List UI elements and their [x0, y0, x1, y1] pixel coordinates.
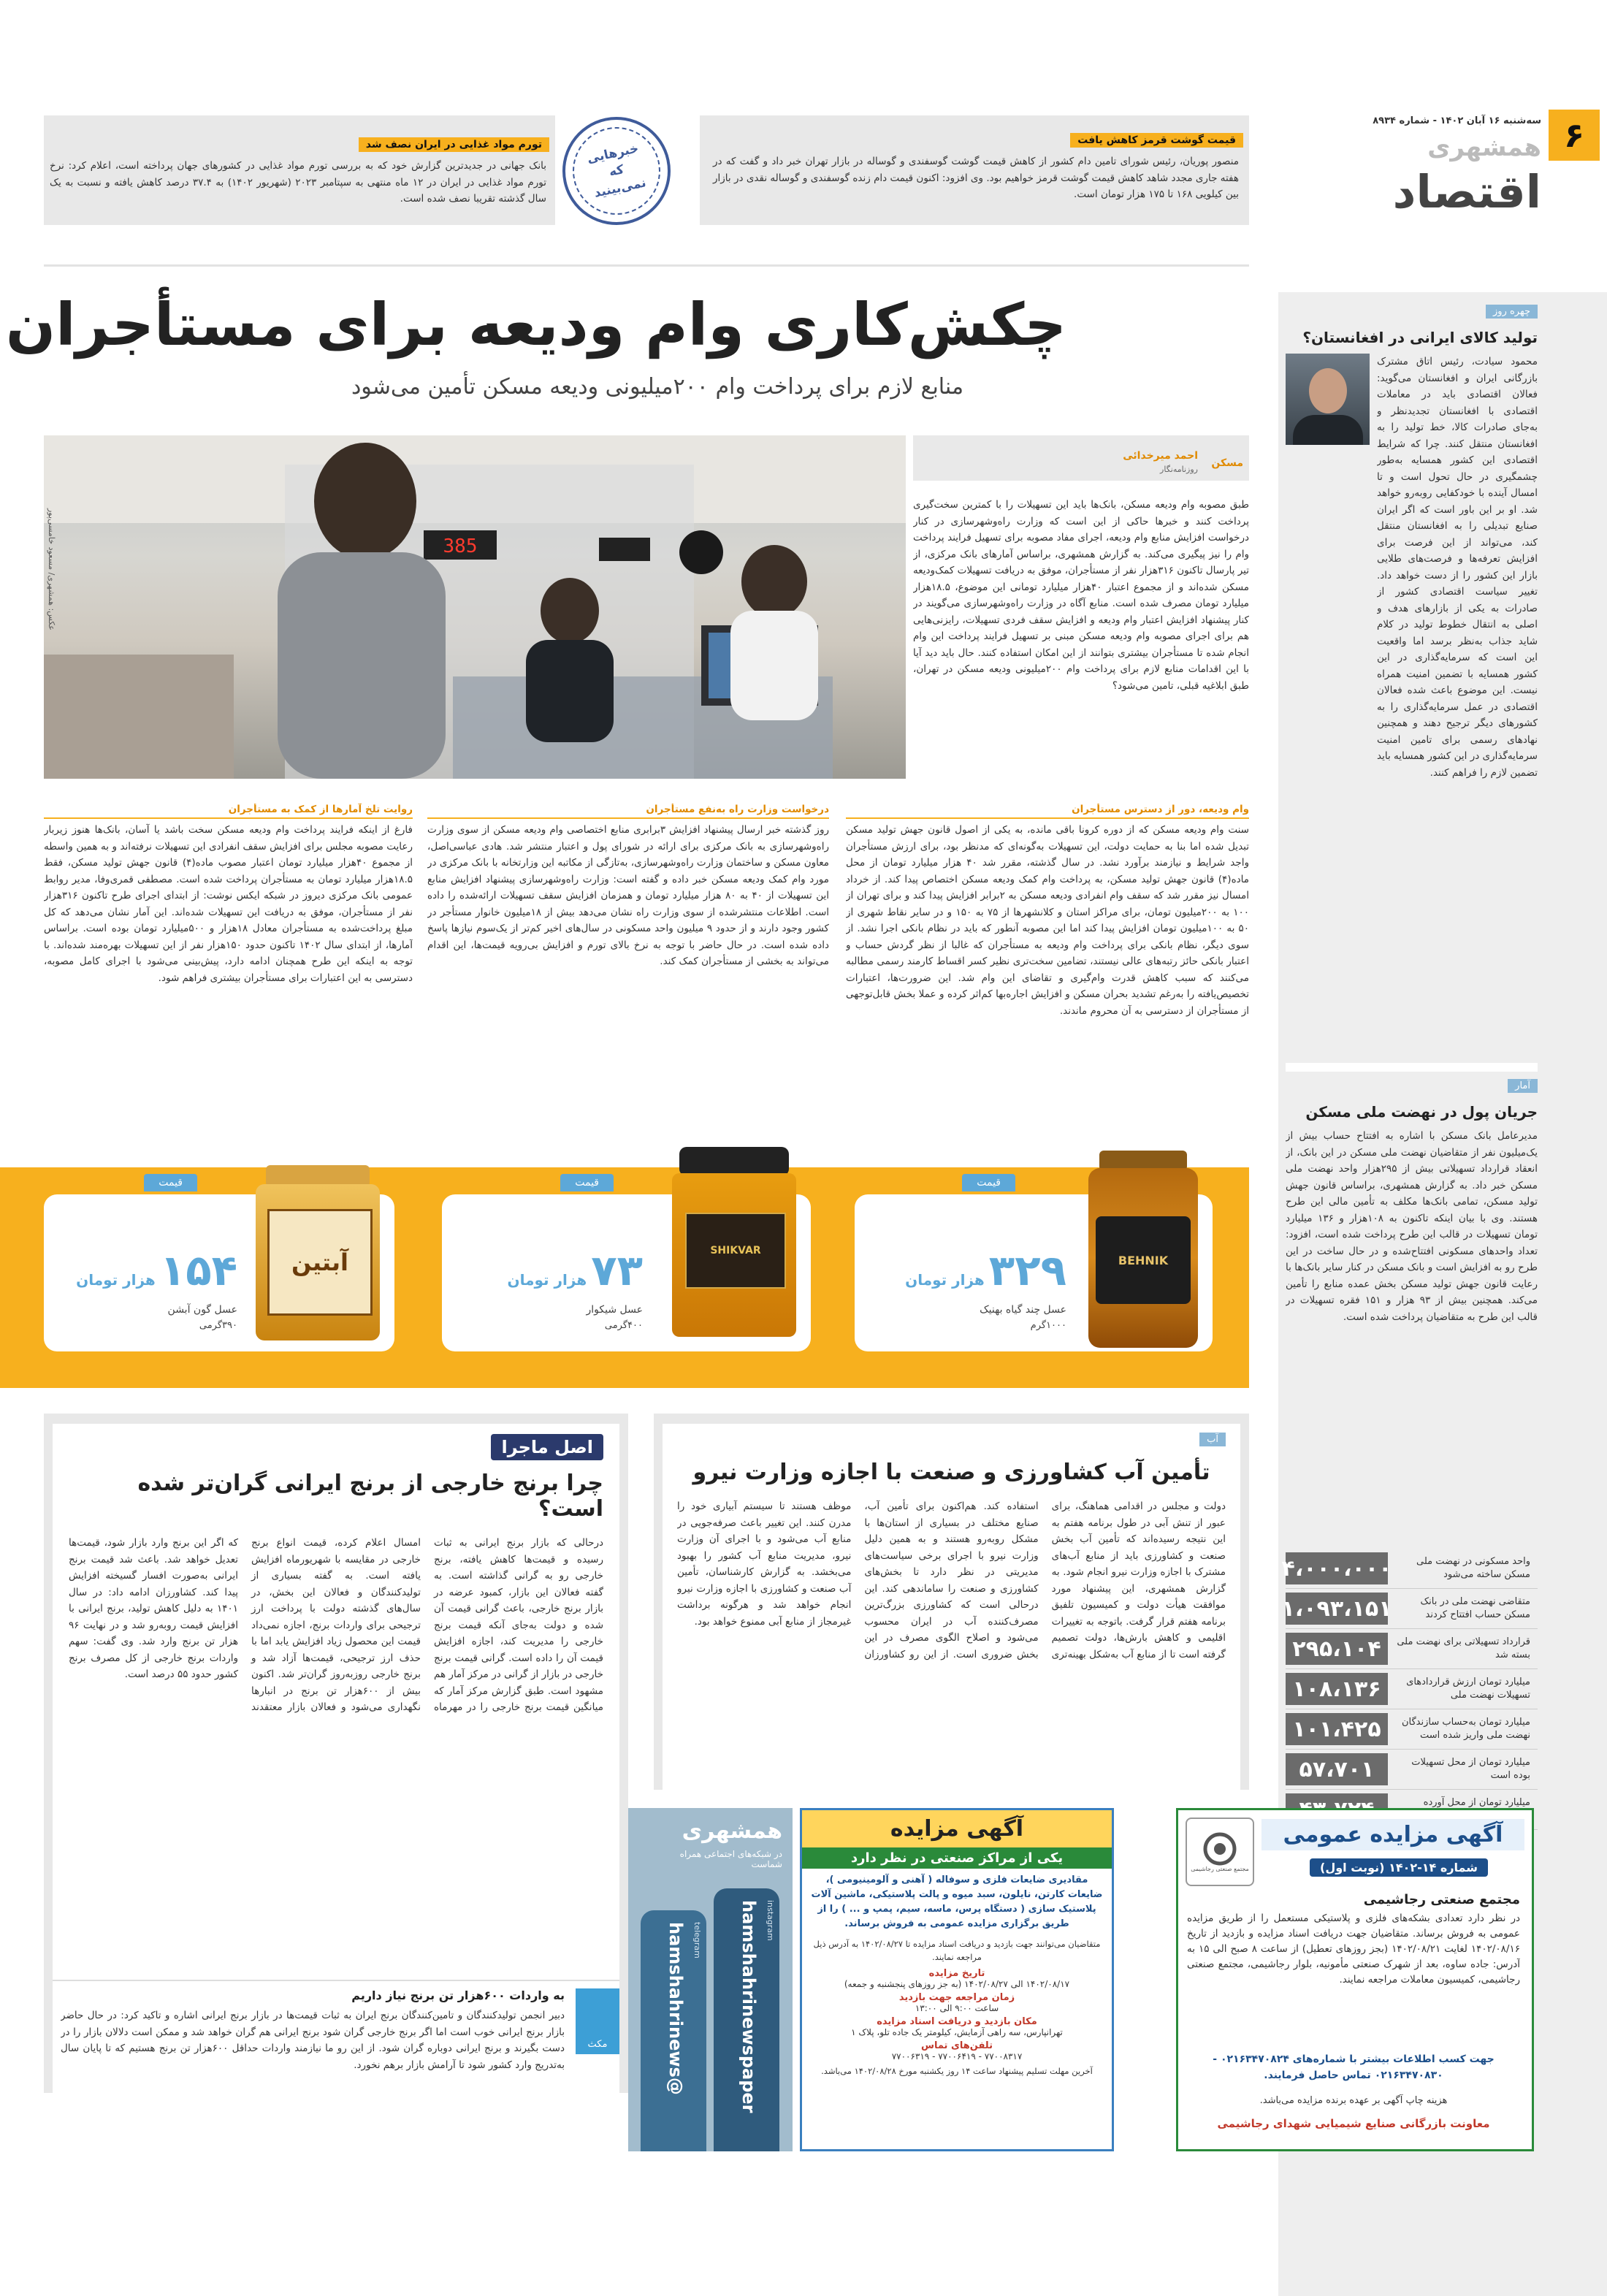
ad-middle-footer: آخرین مهلت تسلیم پیشنهاد ساعت ۱۴ روز یکشنبه مورخ ۱۴۰۲/۰۸/۲۸ می‌باشد. [821, 2066, 1093, 2076]
product-2-price-label: قیمت [560, 1174, 614, 1191]
top-left-news [44, 115, 555, 225]
ad-middle-call: متقاضیان می‌توانند جهت بازدید و دریافت اسناد مزایده تا ۱۴۰۲/۰۸/۲۷ به آدرس ذیل مراجعه نمایند. [813, 1939, 1101, 1962]
product-1-unit: هزار تومان [905, 1271, 985, 1289]
product-2-unit: هزار تومان [507, 1271, 587, 1289]
product-1-weight: ۱۰۰۰گرم [1030, 1320, 1066, 1331]
top-divider [44, 264, 1249, 267]
ad-middle-time: ساعت ۹:۰۰ الی ۱۳:۰۰ [915, 2003, 999, 2013]
main-lead: طبق مصوبه وام ودیعه مسکن، بانک‌ها باید این تسهیلات را با کمترین سخت‌گیری پرداخت کنند و خبرها حاکی از این است که وزارت راه‌وشهرسازی در کنار درخواست افزایش منابع وام ودیعه، اجرای مفاد مصوبه برای تسهیل فرایند پرداخت وام را نیز پیگیری می‌کند. به گزارش همشهری، براساس آمارهای بانک مرکزی، از تیر پارسال تاکنون ۳۱۶هزار نفر از مستأجران، موفق به دریافت تسهیلات کمک‌ودیعه مسکن شده‌اند و از مجموع اعتبار ۴۰هزار میلیارد تومانی این موضوع، ۱۸.۵هزار میلیارد تومان مصرف شده است. منابع آگاه در وزارت راه‌وشهرسازی می‌گویند در کنار پیشنهاد افزایش اعتبار وام ودیعه و افزایش سقف فردی تسهیلات، رایزنی‌هایی هم برای اجرای مصوبه وام ودیعه مسکن مبنی بر تسهیل فرایند پرداخت این وام انجام شده تا مستأجران بیشتری بتوانند از این امکان استفاده کنند. حال باید دید آیا با این اقدامات منابع لازم برای پرداخت وام ۲۰۰میلیونی ودیعه مسکن در تهران، طبق ابلاغیه قبلی، تامین می‌شود؟ [913, 499, 1249, 692]
main-lead-column [913, 435, 1249, 779]
ad-middle-place-label: مکان بازدید و دریافت اسناد مزایده [877, 2016, 1037, 2027]
ad-middle-title: آگهی مزایده [802, 1810, 1112, 1847]
ad-right-contact: جهت کسب اطلاعات بیشتر با شماره‌های ۰۲۱۶۳۴۷۰۸۲۴ - ۰۲۱۶۳۴۷۰۸۳۰ تماس حاصل فرمایند. [1213, 2053, 1495, 2081]
stat-label: واحد مسکونی در نهضت ملی مسکن ساخته می‌شود [1416, 1556, 1530, 1580]
stat-label: متقاضی نهضت ملی در بانک مسکن حساب افتتاح کردند [1420, 1596, 1530, 1620]
rice-badge: اصل ماجرا [491, 1434, 603, 1460]
telegram-label: telegram [692, 1922, 702, 1959]
main-headline: چکش‌کاری وام ودیعه برای مستأجران [5, 291, 1066, 359]
stat-value: ۲۹۵،۱۰۴ [1286, 1633, 1388, 1665]
section-title: اقتصاد [1392, 165, 1541, 218]
product-3-price-label: قیمت [144, 1174, 197, 1191]
face-title: تولید کالای ایرانی در افغانستان؟ [1302, 329, 1538, 346]
stat-list [1281, 1549, 1538, 1830]
ad-middle-body: مقادیری ضایعات فلزی و سوفاله ( آهنی و آلومینیومی )، ضایعات کارتن، نایلون، سبد میوه و پالت پلاستیکی، ماشین آلات پلاستیک سازی ( دستگاه پرس، ماسه، سیم، پمپ و ... ) را از طریق برگزاری مزایده عمومی به فروش برساند. [811, 1874, 1103, 1929]
stat-label: میلیارد تومان از محل تسهیلات بوده است [1411, 1757, 1530, 1781]
stat-row [1286, 1629, 1538, 1669]
product-1-price: ۳۲۹ [988, 1246, 1066, 1295]
social-phone-1 [714, 1888, 779, 2151]
product-3-unit: هزار تومان [76, 1271, 156, 1289]
sub-section-2-text: روز گذشته خبر ارسال پیشنهاد افزایش ۳برابری منابع اختصاصی وام ودیعه مسکن از سوی وزارت راه‌وشهرسازی به بانک مرکزی برای ارائه در شورای پول و اعتبار منتشر شد. هادی عباسی‌اصل، معاون مسکن و ساختمان وزارت راه‌وشهرسازی، به‌تازگی از مکاتبه این وزارتخانه با بانک مرکزی در مورد وام کمک ودیعه مسکن خبر داده و گفته است: وزارت راه‌وشهرسازی پیشنهاد افزایش منابع این تسهیلات از ۴۰ به ۸۰ هزار میلیارد تومان و همزمان افزایش سقف تسهیلات ارائه‌شده را داده است. اطلاعات منتشرشده از سوی وزارت راه نشان می‌دهد بیش از ۱۸میلیون خانوار مستأجر در کشور وجود دارند و از حدود ۹ میلیون واحد مسکونی در سال‌های اخیر کم‌تر از یک‌سوم نیازها پاسخ داده شده است. در حال حاضر با توجه به نرخ بالای تورم و افزایش بی‌رویه قیمت‌ها، این اقدام می‌تواند به بخشی از مستأجران کمک کند. [427, 824, 829, 967]
ad-right-title: آگهی مزایده عمومی [1261, 1819, 1524, 1850]
telegram-handle: @hamshahrinews [665, 1922, 686, 2095]
photo-credit: عکس: همشهری/ مسعود خامسی‌پور [47, 508, 56, 630]
issue-date: سه‌شنبه ۱۶ آبان ۱۴۰۲ - شماره ۸۹۳۴ [1373, 115, 1541, 126]
product-1-name: عسل چند گیاه بهنیک [980, 1304, 1066, 1316]
ad-middle-date: ۱۴۰۲/۰۸/۱۷ الی ۱۴۰۲/۰۸/۲۷ (به جز روزهای پنجشنبه و جمعه) [844, 1979, 1070, 1989]
raja-logo-icon [1203, 1832, 1237, 1866]
ad-right-body: در نظر دارد تعدادی بشکه‌های فلزی و پلاستیکی مستعمل را از طریق مزایده عمومی به فروش برساند. متقاضیان جهت دریافت اسناد مزایده و بازدید از تاریخ ۱۴۰۲/۰۸/۱۶ لغایت ۱۴۰۲/۰۸/۲۱ (بجز روزهای تعطیل) از ساعت ۸ صبح الی ۱۵ به آدرس: جاده ساوه، بعد از شهرک صنعتی مأمونیه، بلوار رجاشیمی، مجتمع صنعتی رجاشیمی، کمیسیون معاملات مراجعه نمایند. [1187, 1912, 1520, 1986]
product-card-2 [442, 1177, 811, 1351]
stat-section [1286, 1078, 1538, 1526]
honey-jar-1 [1088, 1151, 1198, 1348]
stat-row [1286, 1669, 1538, 1709]
stat-value: ۵۷،۷۰۱ [1286, 1753, 1388, 1785]
rice-box [53, 1980, 619, 2094]
ad-right-logo-text: مجتمع صنعتی رجاشیمی [1191, 1865, 1249, 1872]
face-section [1286, 303, 1538, 945]
stat-row [1286, 1709, 1538, 1750]
face-tag: چهره روز [1486, 305, 1538, 319]
ad-middle-subtitle: یکی از مراکز صنعتی در نظر دارد [802, 1847, 1112, 1869]
sub-section-2 [427, 804, 829, 1103]
auction-ad-middle [800, 1808, 1114, 2151]
author-box [913, 435, 1249, 481]
stat-row [1281, 1549, 1538, 1589]
ad-middle-phone: ۷۷۰۰۸۳۱۷ - ۷۷۰۰۶۴۱۹ - ۷۷۰۰۶۳۱۹ [891, 2051, 1023, 2062]
stat-value: ۱۰۱،۴۲۵ [1286, 1713, 1388, 1745]
page-number: ۶ [1549, 110, 1600, 161]
face-text: محمود سیادت، رئیس اتاق مشترک بازرگانی ایران و افغانستان می‌گوید: فعالان اقتصادی باید در معاملات اقتصادی با افغانستان تجدیدنظر و به‌جای صادرات کالا، خط تولید را به افغانستان منتقل کنند. چرا که شرایط اقتصادی این کشور همسایه به‌طور چشمگیری در حال تحول است و تا امسال آینده با خودکفایی روبه‌رو خواهد شد. او بر این باور است که اگر ایران صنایع تبدیلی را به افغانستان منتقل کند، می‌تواند از این فرصت برای افزایش تعرفه‌ها و فرصت‌های طلایی بازار این کشور را از دست خواهد داد. تغییر سیاست اقتصادی کشور از صادرات به یکی از بازارهای هدف و اصلی به انتقال خطوط تولید در کلام شاید جذاب به‌نظر برسد اما واقعیت این است که سرمایه‌گذاری در این کشور همسایه با تضمین امنیت همراه نیست. این موضوع باعث شده فعالان اقتصادی در عمل سرمایه‌گذاری را به کشورهای دیگر ترجیح دهند و همچنین نهادهای رسمی برای تامین امنیت سرمایه‌گذاری در این کشور همسایه باید تضمین لازم را فراهم کنند. [1377, 356, 1538, 779]
main-photo [44, 435, 906, 779]
stat-label: میلیارد تومان از محل آورده [1423, 1797, 1530, 1808]
sidebar-divider [1286, 1063, 1538, 1072]
social-brand: همشهری [682, 1818, 782, 1844]
sub-section-3 [44, 804, 413, 1103]
ad-right-note: هزینه چاپ آگهی بر عهده برنده مزایده می‌باشد. [1259, 2095, 1448, 2106]
product-3-price: ۱۵۴ [159, 1246, 237, 1295]
sub-section-2-title: درخواست وزارت راه به‌نفع مستأجران [427, 804, 829, 819]
sub-section-1-text: سنت وام ودیعه مسکن که از دوره کرونا باقی مانده، به یکی از اصول قانون جهش تولید مسکن تبدیل شده اما بنا به حمایت دولت، این تسهیلات به‌گونه‌ای که مدنظر بود، برای ارزش مستأجران واجد شرایط و نیازمند برآورد نشد. در سال گذشته، مقرر شد ۴۰ هزار میلیارد تومان از محل ماده(۴) قانون جهش تولید مسکن، به پرداخت وام کمک ودیعه مسکن اختصاص پیدا کند. از خرداد امسال نیز مقرر شد که سقف وام انفرادی ودیعه مسکن به ۲برابر افزایش پیدا کند و برای تهران از ۱۰۰ به ۲۰۰میلیون تومان، برای مراکز استان و کلانشهرها از ۷۵ به ۱۵۰ و در سایر نقاط شهری از ۵۰ به ۱۰۰میلیون تومان افزایش پیدا کند اما این مصوبه آنطور که باید در نظام بانکی اجرا نشد. از سوی دیگر، نظام بانکی برای پرداخت وام ودیعه به مستأجران که غالبا از نظر گردش حساب و اعتبار بانکی حائز رتبه‌های عالی نیستند، تضامین سخت‌تری نظیر کسر اقساط کارمند رسمی مطالبه می‌کنند که سبب کاهش قدرت وام‌گیری و تقاضای این وام شد. این ضرورت‌ها، اعتبارات تخصیص‌یافته را به‌رغم تشدید بحران مسکن و افزایش اجاره‌بها کم‌اثر کرده و عملا بخش قابل‌توجهی از مستأجران از دسترسی به آن محروم ماندند. [846, 824, 1249, 1017]
ad-middle-phone-label: تلفن‌های تماس [921, 2040, 993, 2051]
rice-box-text: دبیر انجمن تولیدکنندگان و تامین‌کنندگان برنج ایران به ثبات قیمت‌ها در بازار برنج ایرانی اشاره و تاکید کرد: در حال حاضر بازار برنج ایرانی خوب است اما اگر برنج خارجی گران شود برنج ایرانی هم گران خواهد شد و ممکن است دلالان بازار را در دست بگیرند و برنج ایرانی دوباره گران شود. از این رو ما نیازمند واردات حداقل ۶۰۰هزار تن برنج هستیم که تا پایان سال به‌تدریج وارد کشور شود تا آرامش بازار برهم نخورد. [61, 2010, 565, 2071]
stat-label: قرارداد تسهیلاتی برای نهضت ملی بسته شد [1397, 1636, 1530, 1660]
sub-section-3-text: فارغ از اینکه فرایند پرداخت وام ودیعه مسکن سخت باشد یا آسان، بانک‌ها هنوز زیربار رعایت مصوبه مجلس برای افزایش سقف انفرادی این تسهیلات نرفته‌اند و به همین واسطه از مجموع ۴۰هزار میلیارد تومان اعتبار مصوب ماده(۴) قانون جهش تولید مسکن، فقط ۱۸.۵هزار میلیارد تومان به مستأجران پرداخت شده است. مصطفی قمری‌وفا، مدیر روابط عمومی بانک مرکزی دیروز در شبکه ایکس نوشت: از ابتدای اجرای طرح تاکنون ۳۱۶هزار نفر از مستأجران، موفق به دریافت این تسهیلات شده‌اند. این آمار نشان می‌دهد که کل مبلغ پرداخت‌شده به مستأجران معادل ۱۸هزار و ۵۰۰میلیارد تومان بوده است. براساس آمارها، از ابتدای سال ۱۴۰۲ تاکنون حدود ۱۵۰هزار نفر از این تسهیلات بهره‌مند شده‌اند. با توجه به اینکه این طرح همچنان ادامه دارد، پیش‌بینی می‌شود با اجرای کامل مصوبه، دسترسی به این اعتبارات برای مستأجران بیشتری فراهم شود. [44, 824, 413, 984]
face-portrait [1286, 354, 1370, 445]
ad-middle-date-label: تاریخ مزایده [928, 1968, 985, 1979]
masthead [1366, 110, 1607, 234]
product-card-1 [855, 1177, 1213, 1351]
product-3-weight: ۳۹۰گرمی [199, 1320, 237, 1331]
stat-value: ۴،۰۰۰،۰۰۰ [1286, 1552, 1388, 1584]
product-card-3 [44, 1177, 394, 1351]
sub-section-1-title: وام ودیعه، دور از دسترس مستأجران [846, 804, 1249, 819]
main-tag: مسکن [1211, 457, 1243, 469]
stat-row [1286, 1750, 1538, 1790]
rice-box-title: به واردات ۶۰۰هزار تن برنج نیاز داریم [351, 1988, 565, 2002]
instagram-handle: hamshahrinewspaper [738, 1900, 759, 2113]
stat-title: جریان پول در نهضت ملی مسکن [1305, 1103, 1538, 1121]
water-story [654, 1414, 1249, 1790]
water-tag: آب [1199, 1433, 1226, 1446]
author-role: روزنامه‌نگار [1160, 465, 1198, 474]
product-3-name: عسل گون آبشن [167, 1304, 237, 1316]
sub-section-3-title: روایت تلخ آمارها از کمک به مستأجران [44, 804, 413, 819]
honey-jar-1-label: BEHNIK [1118, 1253, 1169, 1267]
top-right-news [700, 115, 1249, 225]
social-phone-2 [641, 1910, 706, 2151]
auction-ad-right [1176, 1808, 1534, 2151]
bank-scene-illustration [44, 435, 906, 779]
stat-label: میلیارد تومان ارزش قراردادهای تسهیلات نهضت ملی [1406, 1677, 1530, 1701]
honey-jar-2 [672, 1147, 796, 1337]
rice-box-tag: مکث [576, 1988, 619, 2054]
stat-value: ۱،۰۹۳،۱۵۱ [1286, 1593, 1388, 1625]
stat-row [1281, 1589, 1538, 1629]
product-2-weight: ۴۰۰گرمی [604, 1320, 643, 1331]
brand-logo: همشهری [1427, 133, 1541, 162]
top-left-kicker: تورم مواد غذایی در ایران نصف شد [359, 137, 549, 152]
social-subtitle: در شبکه‌های اجتماعی همراه شماست [679, 1849, 782, 1869]
stamp-text: خبرهایی که نمی‌بینید [585, 141, 648, 201]
ad-middle-time-label: زمان مراجعه جهت بازدید [898, 1992, 1015, 2003]
product-1-price-label: قیمت [962, 1174, 1015, 1191]
ad-right-footer: معاونت بازرگانی صنایع شیمیایی شهدای رجاشیمی [1217, 2117, 1490, 2130]
stat-text: مدیرعامل بانک مسکن با اشاره به افتتاح حساب بیش از یک‌میلیون نفر از متقاضیان نهضت ملی مسکن در این بانک، از انعقاد قرارداد تسهیلاتی بیش از ۲۹۵هزار واحد نهضت ملی مسکن خبر داد. به گزارش همشهری، براساس قانون جهش تولید مسکن، تمامی بانک‌ها مکلف به تأمین مالی این طرح هستند. وی با بیان اینکه تاکنون به ۱۰۸هزار و ۱۳۶ میلیارد تومان تسهیلات در قالب این طرح پرداخت شده است، افزود: تعداد واحدهای مسکونی افتتاح‌شده و در حال ساخت در این طرح رو به افزایش است و بانک مسکن در کنار سایر بانک‌ها با رعایت قانون جهش تولید مسکن بخش عمده منابع را تأمین می‌کند. همچنین بیش از ۹۳ هزار و ۱۵۱ فقره تسهیلات در قالب این طرح به متقاضیان پرداخت شده است. [1286, 1130, 1538, 1323]
water-headline: تأمین آب کشاورزی و صنعت با اجازه وزارت نیرو [692, 1460, 1210, 1485]
author-name: احمد میرخدائی [1123, 450, 1198, 462]
honey-jar-3-label: آبتین [291, 1248, 348, 1276]
ad-right-company: مجتمع صنعتی رجاشیمی [1363, 1892, 1520, 1907]
stat-value: ۱۰۸،۱۳۶ [1286, 1673, 1388, 1705]
honey-jar-2-label: SHIKVAR [710, 1245, 761, 1256]
top-right-kicker: قیمت گوشت قرمز کاهش یافت [1070, 133, 1243, 148]
stat-label: میلیارد تومان به‌حساب سازندگان نهضت ملی واریز شده است [1401, 1717, 1530, 1741]
main-subheadline: منابع لازم برای پرداخت وام ۲۰۰میلیونی ودیعه مسکن تأمین می‌شود [351, 374, 964, 400]
svg-text:385: 385 [443, 535, 478, 557]
rice-text: درحالی که بازار برنج ایرانی به ثبات رسیده و قیمت‌ها کاهش یافته، برنج خارجی رو به گرانی گذاشته است. به گفته فعالان این بازار، کمبود عرضه در بازار برنج خارجی، باعث گرانی قیمت آن شده و دولت به‌جای آنکه قیمت برنج خارجی را مدیریت کند، اجازه افزایش قیمت آن را داده است. گرانی قیمت برنج خارجی در بازار از گرانی در مرکز آمار هم مشهود است. طبق گزارش مرکز آمار که میانگین قیمت برنج خارجی را در مهرماه امسال اعلام کرده، قیمت انواع برنج خارجی در مقایسه با شهریورماه افزایش یافته است. به گفته بسیاری از تولیدکنندگان و فعالان این بخش، در سال‌های گذشته دولت با پرداخت ارز ترجیحی برای واردات برنج، اجازه نمی‌داد قیمت این محصول زیاد افزایش یابد اما با حذف ارز ترجیحی، قیمت‌ها آزاد شد و برنج خارجی روز‌به‌روز گران‌تر شد. اکنون بیش از ۶۰۰هزار تن برنج در انبارها نگهداری می‌شود و فعالان بازار معتقدند که اگر این برنج وارد بازار شود، قیمت‌ها تعدیل خواهد شد. باعث شد قیمت برنج ایرانی به‌صورت افسار گسیخته افزایش پیدا کند. کشاورزان ادامه داد: در سال ۱۴۰۱ به دلیل کاهش تولید، برنج ایرانی با افزایش قیمت روبه‌رو شد و در نهایت ۹۶ هزار تن برنج وارد شد. وی گفت: سهم واردات برنج خارجی از کل مصرف برنج کشور حدود ۵۵ درصد است. [69, 1537, 603, 1713]
social-ad [628, 1808, 793, 2151]
ad-right-logo [1186, 1818, 1254, 1886]
instagram-label: instagram [766, 1900, 775, 1941]
top-left-text: بانک جهانی در جدیدترین گزارش خود که به بررسی تورم مواد غذایی در کشورهای جهان پرداخته است، اعلام کرد: نرخ تورم مواد غذایی در ایران در ۱۲ ماه منتهی به سپتامبر ۲۰۲۳ (شهریور ۱۴۰۲) به ۳۷.۴ درصد کاهش یافته و نسبت به یک سال گذشته تقریبا نصف شده است. [50, 160, 546, 205]
stat-tag: آمار [1508, 1079, 1538, 1093]
top-right-text: منصور پوریان، رئیس شورای تامین دام کشور از کاهش قیمت گوشت گوسفندی و گوساله در بازار تهران خبر داد و گفت که در هفته جاری مجدد شاهد کاهش قیمت گوشت قرمز خواهیم بود. وی افزود: اکنون قیمت دام زنده گوسفندی و گوساله نقدی در بازار بین کیلویی ۱۶۸ تا ۱۷۵ هزار تومان است. [713, 156, 1239, 200]
stamp [552, 107, 681, 235]
sub-section-1 [846, 804, 1249, 1103]
rice-headline: چرا برنج خارجی از برنج ایرانی گران‌تر شده است؟ [137, 1471, 603, 1522]
ad-middle-place: تهرانپارس، سه راهی آزمایش، کیلومتر یک جاده تلو، پلاک ۱ [851, 2027, 1063, 2037]
honey-jar-3 [256, 1165, 380, 1340]
product-2-price: ۷۳ [591, 1246, 643, 1295]
ad-right-number: شماره ۱۴-۱۴۰۲ (نوبت اول) [1310, 1858, 1488, 1877]
product-2-name: عسل شیکوار [586, 1304, 643, 1316]
water-text: دولت و مجلس در اقدامی هماهنگ، برای عبور از تنش آبی در طول برنامه هفتم به این نتیجه رسیده‌اند که تأمین آب بخش صنعت و کشاورزی باید از منابع آب‌های مشترک با اجازه وزارت نیرو انجام شود. به گزارش همشهری، این پیشنهاد مورد موافقت هیأت دولت و کمیسیون تلفیق برنامه هفتم قرار گرفت. باتوجه به تغییرات اقلیمی و کاهش بارش‌ها، دولت تصمیم گرفته است تا از منابع آب به‌شکل بهینه‌تری استفاده کند. هم‌اکنون برای تأمین آب، صنایع مختلف در بسیاری از استان‌ها با مشکل روبه‌رو هستند و به همین دلیل وزارت نیرو با اجرای برخی سیاست‌های مدیریتی در نظر دارد تا بخش‌های کشاورزی و صنعت را ساماندهی کند. این درحالی است که کشاورزی بزرگ‌ترین مصرف‌کننده آب در ایران محسوب می‌شود و اصلاح الگوی مصرف در این بخش ضروری است. از این رو کشاورزان موظف هستند تا سیستم آبیاری خود را مدرن کنند. این تغییر باعث صرفه‌جویی در منابع آب می‌شود و با اجرای آن وزارت نیرو، مدیریت منابع آب کشور را بهبود می‌بخشد. به گزارش کارشناسان، تأمین آب صنعت و کشاورزی با اجازه وزارت نیرو انجام خواهد شد و هرگونه برداشت غیرمجاز از منابع آبی ممنوع خواهد بود. [677, 1500, 1226, 1660]
